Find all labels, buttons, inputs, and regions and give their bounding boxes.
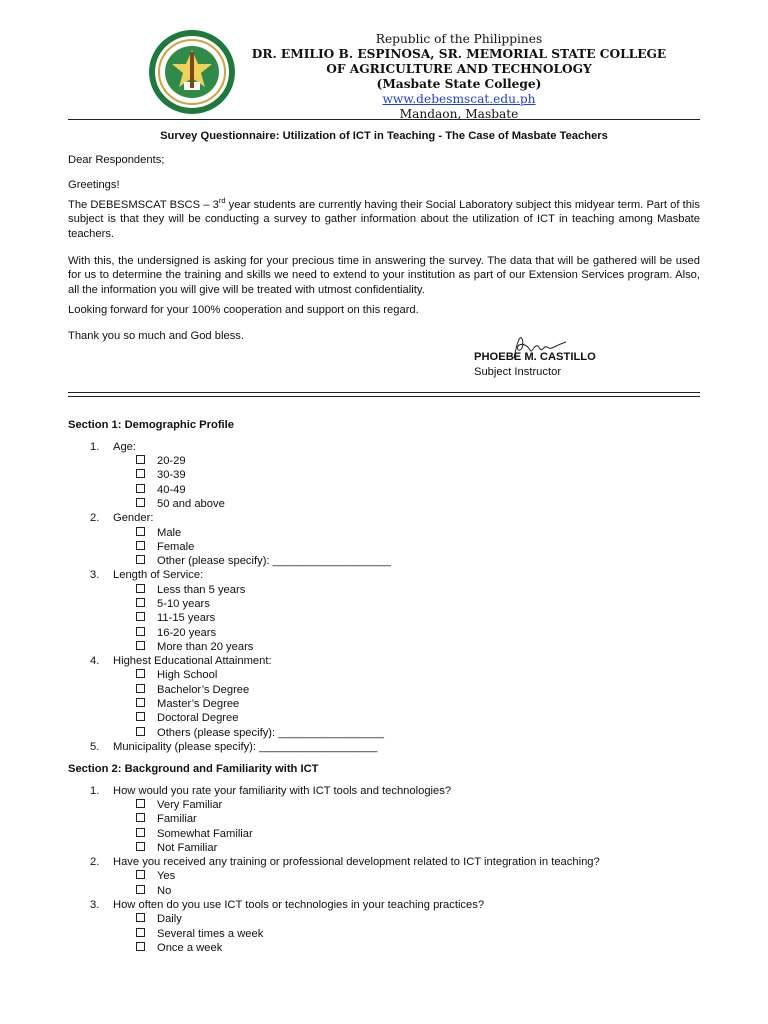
option-label: 50 and above xyxy=(157,498,225,510)
option-item[interactable] xyxy=(136,554,391,568)
option-item[interactable] xyxy=(136,526,181,540)
option-label: Male xyxy=(157,527,182,539)
checkbox[interactable] xyxy=(136,598,145,607)
checkbox[interactable] xyxy=(136,712,145,721)
question-text: Gender: xyxy=(113,512,154,524)
checkbox[interactable] xyxy=(136,527,145,536)
option-item[interactable] xyxy=(136,869,175,883)
signatory-title: Subject Instructor xyxy=(474,366,562,378)
option-item[interactable] xyxy=(136,454,186,468)
question-age xyxy=(90,440,136,454)
option-item[interactable] xyxy=(136,683,249,697)
checkbox[interactable] xyxy=(136,612,145,621)
question-gender xyxy=(90,511,153,525)
college-website-link[interactable]: www.debesmscat.edu.ph xyxy=(382,92,536,106)
option-item[interactable] xyxy=(136,583,245,597)
checkbox[interactable] xyxy=(136,870,145,879)
option-label: 30-39 xyxy=(157,469,186,481)
option-label: Daily xyxy=(157,913,182,925)
checkbox[interactable] xyxy=(136,684,145,693)
option-label: Yes xyxy=(157,870,176,882)
question-text: Municipality (please specify): ___________________ xyxy=(113,741,378,753)
checkbox[interactable] xyxy=(136,828,145,837)
checkbox[interactable] xyxy=(136,942,145,951)
letter-paragraph-1 xyxy=(68,198,700,241)
checkbox[interactable] xyxy=(136,584,145,593)
question-municipality[interactable] xyxy=(90,740,377,754)
question-text: How often do you use ICT tools or technologies in your teaching practices? xyxy=(113,899,485,911)
checkbox[interactable] xyxy=(136,698,145,707)
letter-divider-top xyxy=(68,392,700,393)
option-label: 5-10 years xyxy=(157,598,210,610)
option-label: Less than 5 years xyxy=(157,584,246,596)
section-1-title: Section 1: Demographic Profile xyxy=(68,419,234,431)
checkbox[interactable] xyxy=(136,813,145,822)
checkbox[interactable] xyxy=(136,799,145,808)
option-label: Master’s Degree xyxy=(157,698,240,710)
question-text: Age: xyxy=(113,441,137,453)
option-label: 40-49 xyxy=(157,484,186,496)
question-training xyxy=(90,855,600,869)
checkbox[interactable] xyxy=(136,913,145,922)
option-label: Not Familiar xyxy=(157,842,218,854)
option-item[interactable] xyxy=(136,597,210,611)
header-divider xyxy=(68,119,700,120)
question-number: 4. xyxy=(90,655,100,667)
question-text: Have you received any training or professional development related to ICT integration in teaching? xyxy=(113,856,600,868)
question-number: 1. xyxy=(90,785,100,797)
letter-paragraph-3: Looking forward for your 100% cooperation and support on this regard. xyxy=(68,304,419,316)
question-text: How would you rate your familiarity with ICT tools and technologies? xyxy=(113,785,452,797)
option-item[interactable] xyxy=(136,611,215,625)
option-item[interactable] xyxy=(136,540,194,554)
option-item[interactable] xyxy=(136,626,216,640)
option-item[interactable] xyxy=(136,827,253,841)
option-item[interactable] xyxy=(136,941,222,955)
question-number: 2. xyxy=(90,512,100,524)
question-number: 3. xyxy=(90,569,100,581)
checkbox[interactable] xyxy=(136,455,145,464)
option-label: Others (please specify): _________________ xyxy=(157,727,385,739)
letter-paragraph-2: With this, the undersigned is asking for your precious time in answering the survey. The data that will be gathered will be used for us to determine the training and skills we need to extend to your institution as part of our Extension Services program. Also, all the information you will give will be treated with utmost confidentiality. xyxy=(68,255,700,296)
p1-superscript: rd xyxy=(218,196,226,205)
option-label: High School xyxy=(157,669,218,681)
question-text: Highest Educational Attainment: xyxy=(113,655,272,667)
option-label: More than 20 years xyxy=(157,641,254,653)
option-label: Bachelor’s Degree xyxy=(157,684,250,696)
question-number: 2. xyxy=(90,856,100,868)
question-familiarity xyxy=(90,784,451,798)
option-item[interactable] xyxy=(136,497,225,511)
question-number: 1. xyxy=(90,441,100,453)
greeting: Greetings! xyxy=(68,179,120,191)
option-item[interactable] xyxy=(136,483,186,497)
question-education xyxy=(90,654,272,668)
option-label: Several times a week xyxy=(157,928,264,940)
signatory-name: PHOEBE M. CASTILLO xyxy=(474,351,596,363)
survey-title: Survey Questionnaire: Utilization of ICT in Teaching - The Case of Masbate Teachers xyxy=(160,130,608,142)
question-ict-frequency xyxy=(90,898,484,912)
letter-paragraph-4: Thank you so much and God bless. xyxy=(68,330,244,342)
option-label: 11-15 years xyxy=(157,612,216,624)
question-length-of-service xyxy=(90,568,203,582)
checkbox[interactable] xyxy=(136,498,145,507)
letterhead xyxy=(200,32,718,122)
checkbox[interactable] xyxy=(136,469,145,478)
option-item[interactable] xyxy=(136,841,217,855)
checkbox[interactable] xyxy=(136,669,145,678)
checkbox[interactable] xyxy=(136,641,145,650)
college-name-line2: OF AGRICULTURE AND TECHNOLOGY xyxy=(326,62,592,76)
checkbox[interactable] xyxy=(136,727,145,736)
college-location: Mandaon, Masbate xyxy=(399,107,519,121)
salutation: Dear Respondents; xyxy=(68,154,165,166)
option-label: Once a week xyxy=(157,942,223,954)
option-item[interactable] xyxy=(136,884,171,898)
option-item[interactable] xyxy=(136,697,239,711)
checkbox[interactable] xyxy=(136,928,145,937)
option-label: Doctoral Degree xyxy=(157,712,239,724)
checkbox[interactable] xyxy=(136,484,145,493)
option-item[interactable] xyxy=(136,711,238,725)
option-item[interactable] xyxy=(136,798,222,812)
option-label: No xyxy=(157,885,172,897)
option-label: Familiar xyxy=(157,813,197,825)
option-item[interactable] xyxy=(136,640,253,654)
p1-text-before: The DEBESMSCAT BSCS – 3 xyxy=(68,199,219,211)
option-item[interactable] xyxy=(136,812,197,826)
section-2-title: Section 2: Background and Familiarity with ICT xyxy=(68,763,319,775)
checkbox[interactable] xyxy=(136,885,145,894)
option-item[interactable] xyxy=(136,912,182,926)
option-label: 20-29 xyxy=(157,455,186,467)
question-number: 5. xyxy=(90,741,100,753)
checkbox[interactable] xyxy=(136,627,145,636)
p1-text-after: year students are currently having their Social Laboratory subject this midyear term. Part of this subject is that they will be conducting a survey to gather information about the utilization of ICT in teaching among Masbate teachers. xyxy=(68,199,701,240)
option-item[interactable] xyxy=(136,468,186,482)
checkbox[interactable] xyxy=(136,541,145,550)
option-item[interactable] xyxy=(136,927,263,941)
college-short-name: (Masbate State College) xyxy=(376,77,542,91)
letter-divider-bottom xyxy=(68,396,700,397)
option-item[interactable] xyxy=(136,726,384,740)
college-name: DR. EMILIO B. ESPINOSA, SR. MEMORIAL STATE COLLEGE xyxy=(251,47,667,61)
option-label: 16-20 years xyxy=(157,627,217,639)
question-number: 3. xyxy=(90,899,100,911)
checkbox[interactable] xyxy=(136,842,145,851)
question-text: Length of Service: xyxy=(113,569,204,581)
option-label: Very Familiar xyxy=(157,799,223,811)
checkbox[interactable] xyxy=(136,555,145,564)
option-label: Somewhat Familiar xyxy=(157,828,253,840)
option-item[interactable] xyxy=(136,668,217,682)
option-label: Female xyxy=(157,541,195,553)
republic-line: Republic of the Philippines xyxy=(375,32,543,46)
option-label: Other (please specify): ___________________ xyxy=(157,555,391,567)
